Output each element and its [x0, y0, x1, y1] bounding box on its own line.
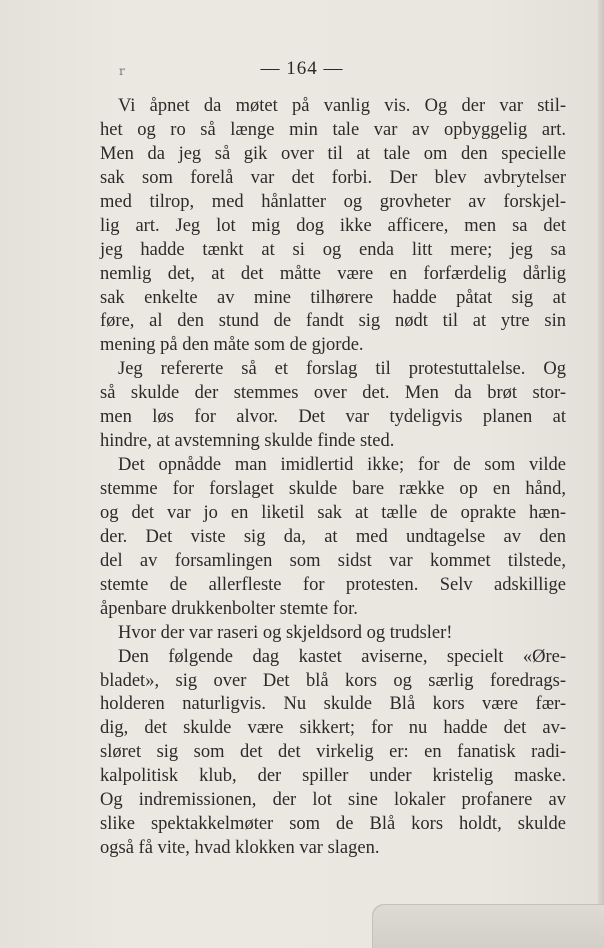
text-line: sak enkelte av mine tilhørere hadde påtat sig at	[100, 287, 566, 308]
text-line: stemte de allerfleste for protesten. Selv adskillige	[100, 574, 566, 595]
text-line: het og ro så længe min tale var av opbyggelig art.	[100, 119, 566, 140]
text-line: med tilrop, med hånlatter og grovheter av forskjel-	[100, 191, 566, 212]
text-line: Jeg refererte så et forslag til protestuttalelse. Og	[118, 359, 566, 380]
page-number: — 164 —	[260, 58, 344, 79]
text-line: Men da jeg så gik over til at tale om den specielle	[100, 143, 566, 164]
page-edge	[598, 0, 604, 948]
text-line: nemlig det, at det måtte være en forfærdelig dårlig	[100, 263, 566, 284]
text-line: bladet», sig over Det blå kors og særlig foredrags-	[100, 670, 566, 691]
text-line: Vi åpnet da møtet på vanlig vis. Og der var stil-	[118, 96, 566, 116]
text-line: dig, det skulde være sikkert; for nu hadde det av-	[100, 718, 566, 739]
text-line: Hvor der var raseri og skjeldsord og trudsler!	[118, 622, 453, 643]
text-line: og det var jo en liketil sak at tælle de oprakte hæn-	[100, 502, 566, 523]
text-line: men løs for alvor. Det var tydeligvis planen at	[100, 407, 566, 428]
text-line: holderen naturligvis. Nu skulde Blå kors være fær-	[100, 694, 566, 715]
text-line: åpenbare drukkenbolter stemte for.	[100, 598, 358, 619]
text-line: Den følgende dag kastet aviserne, specielt «Øre-	[118, 646, 566, 667]
body-text	[100, 95, 566, 861]
text-line: sløret sig som det det virkelig er: en fanatisk radi-	[100, 742, 566, 763]
text-line: mening på den måte som de gjorde.	[100, 335, 364, 356]
text-line: kalpolitisk klub, der spiller under kristelig maske.	[100, 766, 566, 787]
page-tab-shadow	[372, 904, 604, 948]
corner-mark: r	[119, 64, 125, 78]
text-line: Det opnådde man imidlertid ikke; for de som vilde	[118, 455, 566, 476]
text-line: lig art. Jeg lot mig dog ikke afficere, men sa det	[100, 215, 566, 236]
text-line: føre, al den stund de fandt sig nødt til at ytre sin	[100, 311, 566, 332]
text-line: hindre, at avstemning skulde finde sted.	[100, 431, 395, 452]
text-line: jeg hadde tænkt at si og enda litt mere; jeg sa	[100, 239, 566, 260]
text-line: Og indremissionen, der lot sine lokaler profanere av	[100, 790, 566, 811]
text-line: slike spektakkelmøter som de Blå kors holdt, skulde	[100, 814, 566, 835]
text-line: stemme for forslaget skulde bare række op en hånd,	[100, 479, 566, 499]
text-line: så skulde der stemmes over det. Men da brøt stor-	[100, 383, 566, 404]
text-line: der. Det viste sig da, at med undtagelse av den	[100, 526, 566, 547]
text-line: sak som forelå var det forbi. Der blev avbrytelser	[100, 167, 566, 188]
text-line: del av forsamlingen som sidst var kommet tilstede,	[100, 550, 566, 571]
text-line: også få vite, hvad klokken var slagen.	[100, 838, 380, 859]
